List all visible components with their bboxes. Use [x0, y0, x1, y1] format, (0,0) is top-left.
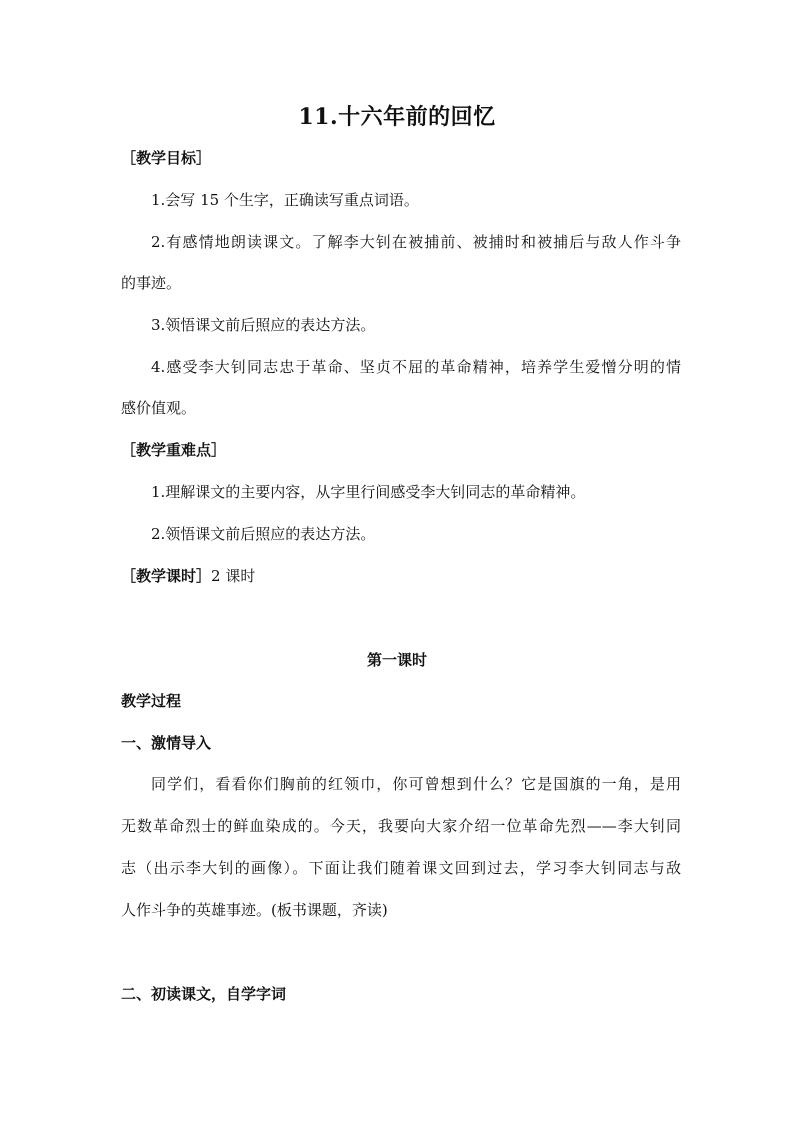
class-hours-row: [121, 565, 681, 587]
step-2-heading: 二、初读课文，自学字词: [121, 985, 287, 1003]
lesson-title: 第一课时: [366, 651, 427, 669]
goal-item-4-line-2: 感价值观。: [121, 399, 197, 417]
class-hours-value: 2 课时: [211, 567, 256, 585]
step-1-line-2: 无数革命烈士的鲜血染成的。今天，我要向大家介绍一位革命先烈——李大钊同: [121, 817, 681, 835]
goal-item-2-line-1: 2.有感情地朗读课文。了解李大钊在被捕前、被捕时和被捕后与敌人作斗争: [151, 233, 681, 251]
step-1-line-4: 人作斗争的英雄事迹。(板书课题，齐读): [121, 901, 388, 919]
goal-item-2-line-2: 的事迹。: [121, 274, 182, 292]
process-heading: 教学过程: [121, 692, 182, 710]
key-point-1: 1.理解课文的主要内容，从字里行间感受李大钊同志的革命精神。: [151, 483, 586, 501]
document-title: 11.十六年前的回忆: [298, 104, 496, 130]
key-point-2: 2.领悟课文前后照应的表达方法。: [151, 525, 376, 543]
goal-item-4-line-1: 4.感受李大钊同志忠于革命、坚贞不屈的革命精神，培养学生爱憎分明的情: [151, 358, 681, 376]
step-1-line-3: 志（出示李大钊的画像）。下面让我们随着课文回到过去，学习李大钊同志与敌: [121, 859, 681, 877]
teaching-goals-heading: ［教学目标］: [121, 149, 212, 167]
goal-item-3: 3.领悟课文前后照应的表达方法。: [151, 316, 376, 334]
key-points-heading: ［教学重难点］: [121, 441, 227, 459]
class-hours-heading: ［教学课时］: [121, 567, 212, 585]
goal-item-1: 1.会写 15 个生字，正确读写重点词语。: [151, 191, 419, 209]
step-1-heading: 一、激情导入: [121, 734, 212, 752]
step-1-line-1: 同学们，看看你们胸前的红领巾，你可曾想到什么？它是国旗的一角，是用: [151, 775, 681, 793]
